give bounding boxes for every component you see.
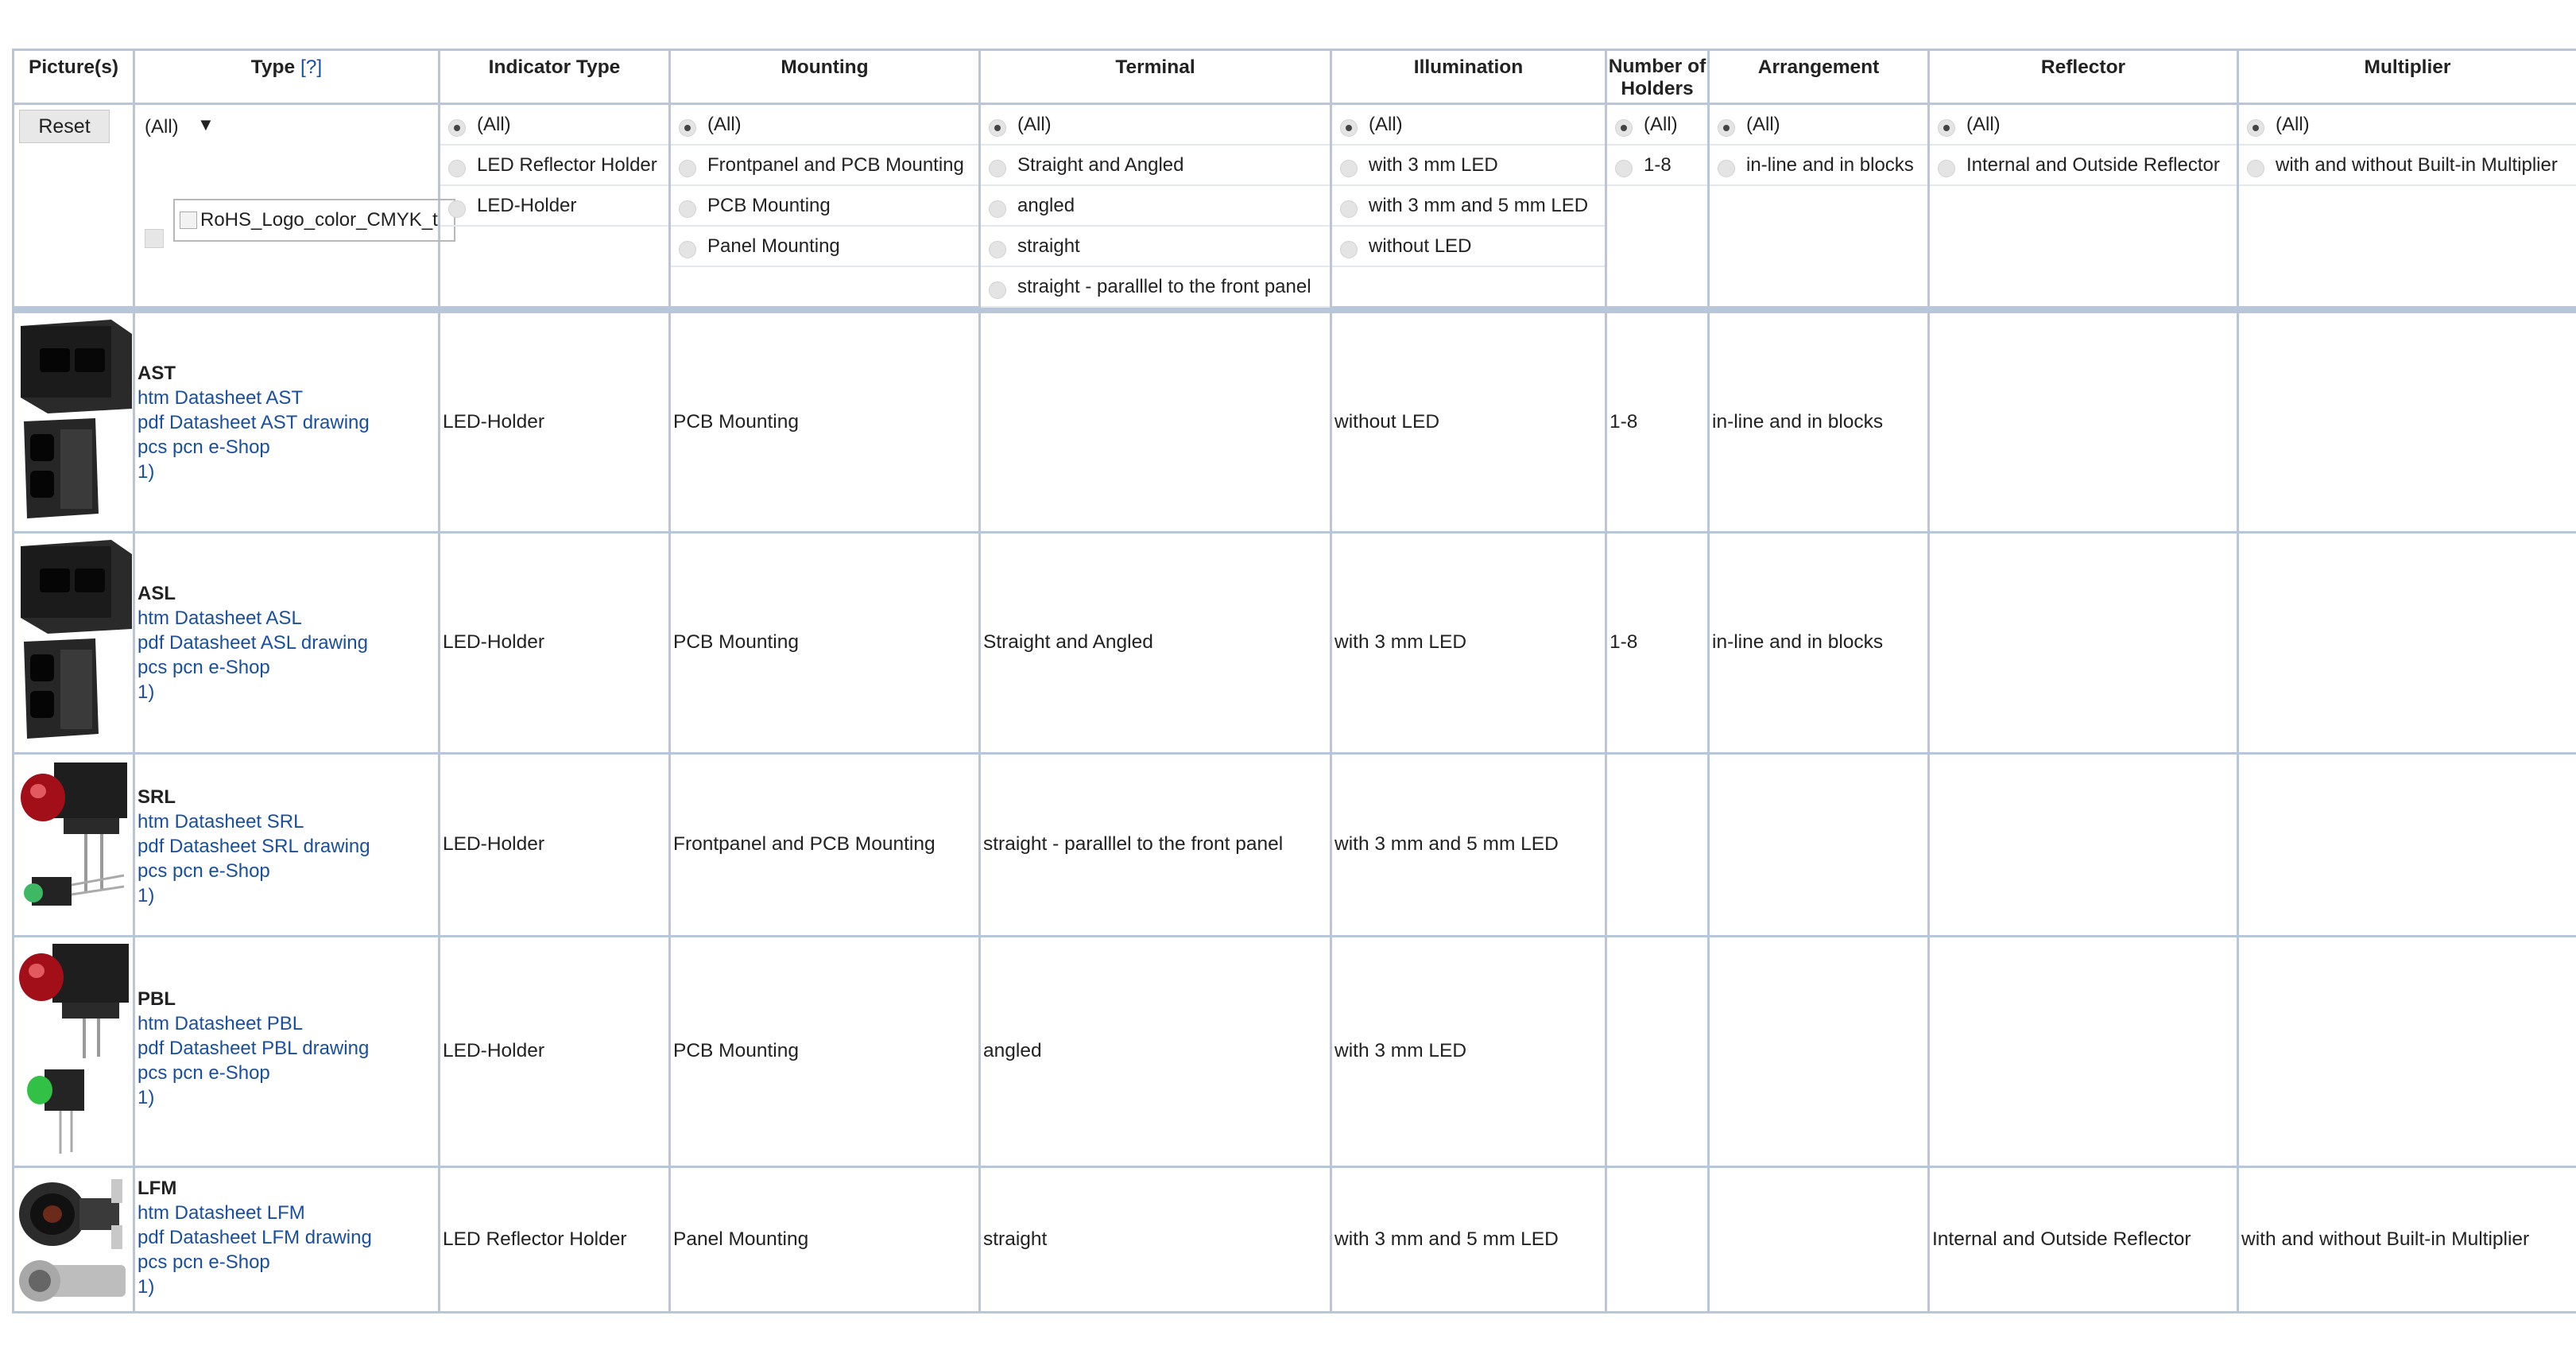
radio-button[interactable] (1938, 160, 1955, 177)
product-type-cell (135, 937, 440, 1168)
filter-option[interactable] (981, 105, 1330, 146)
cell-holders (1607, 313, 1710, 534)
product-name: SRL (138, 786, 176, 808)
radio-selected[interactable] (2247, 119, 2264, 137)
header-label: Indicator Type (488, 56, 621, 78)
radio-button[interactable] (679, 160, 696, 177)
radio-selected[interactable] (448, 119, 466, 137)
filter-option[interactable] (1710, 105, 1927, 146)
filter-option[interactable] (1332, 146, 1605, 186)
cell-holders (1607, 534, 1710, 755)
filter-option-label: angled (1017, 194, 1075, 216)
cell-reflector (1930, 1168, 2239, 1313)
holders-header-line1: Number of (1608, 56, 1706, 77)
product-picture-cell (14, 937, 135, 1168)
cell-value: Frontpanel and PCB Mounting (673, 833, 935, 855)
filter-illumination-cell (1332, 105, 1607, 308)
type-help-link[interactable]: [?] (300, 56, 323, 78)
eshop-link[interactable]: pcs pcn e-Shop (138, 860, 270, 882)
radio-button[interactable] (989, 241, 1006, 258)
cell-terminal (981, 313, 1332, 534)
broken-image-icon (180, 211, 197, 229)
filter-option-label: (All) (1017, 113, 1052, 135)
product-type-cell (135, 534, 440, 755)
header-indicator-type (440, 51, 671, 105)
filter-option-label: (All) (2276, 113, 2310, 135)
radio-button[interactable] (1340, 200, 1358, 218)
radio-button[interactable] (1718, 160, 1735, 177)
filter-option-label: (All) (1966, 113, 2001, 135)
cell-indicator-type (440, 755, 671, 937)
filter-option-label: Internal and Outside Reflector (1966, 153, 2220, 176)
filter-option-label: with 3 mm LED (1369, 153, 1498, 176)
filter-option[interactable] (1332, 105, 1605, 146)
filter-option-label: Straight and Angled (1017, 153, 1184, 176)
filter-option-label: (All) (1644, 113, 1678, 135)
filter-option[interactable] (1930, 105, 2237, 146)
header-mounting (671, 51, 981, 105)
cell-value: Straight and Angled (983, 631, 1153, 653)
pdf-datasheet-link[interactable]: pdf Datasheet LFM drawing (138, 1227, 372, 1248)
cell-multiplier (2239, 937, 2576, 1168)
filter-option[interactable] (671, 105, 978, 146)
filter-option-label: (All) (1369, 113, 1403, 135)
filter-option[interactable] (671, 146, 978, 186)
filter-option-label: (All) (1746, 113, 1780, 135)
filter-option[interactable] (2239, 146, 2576, 186)
product-picture-cell (14, 313, 135, 534)
cell-reflector (1930, 755, 2239, 937)
cell-value: LED-Holder (443, 1040, 544, 1061)
cell-value: in-line and in blocks (1712, 410, 1884, 433)
cell-holders (1607, 755, 1710, 937)
cell-arrangement (1710, 755, 1930, 937)
filter-option[interactable] (981, 186, 1330, 227)
cell-reflector (1930, 937, 2239, 1168)
cell-value: LED-Holder (443, 410, 544, 433)
reset-button[interactable]: Reset (19, 110, 110, 143)
type-info (138, 785, 370, 908)
product-name: LFM (138, 1178, 177, 1199)
header-label: Illumination (1413, 56, 1524, 78)
product-image-lfm[interactable] (16, 1170, 132, 1313)
cell-mounting (671, 937, 981, 1168)
filter-option-label: Panel Mounting (707, 235, 840, 257)
filter-option-label: (All) (707, 113, 742, 135)
filter-terminal-cell (981, 105, 1332, 308)
cell-terminal (981, 937, 1332, 1168)
filter-option[interactable] (1930, 146, 2237, 186)
filter-mounting-cell (671, 105, 981, 308)
radio-button[interactable] (448, 200, 466, 218)
cell-value: with 3 mm LED (1334, 631, 1467, 653)
radio-selected[interactable] (989, 119, 1006, 137)
cell-value: Internal and Outside Reflector (1932, 1228, 2191, 1250)
filter-option[interactable] (1607, 105, 1707, 146)
filter-option-label: LED-Holder (477, 194, 577, 216)
chevron-down-icon[interactable]: ▼ (197, 114, 215, 134)
eshop-link[interactable]: pcs pcn e-Shop (138, 1251, 270, 1273)
filter-option-label: 1-8 (1644, 153, 1671, 176)
htm-datasheet-link[interactable]: htm Datasheet LFM (138, 1202, 305, 1224)
type-info (138, 987, 369, 1110)
footnote-link[interactable]: 1) (138, 461, 155, 483)
cell-indicator-type (440, 1168, 671, 1313)
filter-option[interactable] (440, 186, 668, 227)
cell-arrangement (1710, 534, 1930, 755)
header-type (135, 51, 440, 105)
cell-arrangement (1710, 937, 1930, 1168)
filter-option[interactable] (1710, 146, 1927, 186)
cell-value: LED-Holder (443, 833, 544, 855)
filter-option-label: straight - paralllel to the front panel (1017, 275, 1311, 297)
cell-value: in-line and in blocks (1712, 631, 1884, 653)
cell-value: with 3 mm and 5 mm LED (1334, 833, 1559, 855)
cell-value: with 3 mm and 5 mm LED (1334, 1228, 1559, 1250)
filter-option[interactable] (981, 267, 1330, 308)
cell-value: PCB Mounting (673, 1040, 799, 1061)
filter-option-label: (All) (477, 113, 511, 135)
htm-datasheet-link[interactable]: htm Datasheet AST (138, 387, 304, 409)
radio-selected[interactable] (1340, 119, 1358, 137)
product-type-cell (135, 1168, 440, 1313)
cell-terminal (981, 1168, 1332, 1313)
header-reflector (1930, 51, 2239, 105)
rohs-logo-image (173, 199, 455, 242)
radio-button[interactable] (679, 241, 696, 258)
cell-holders (1607, 937, 1710, 1168)
type-select[interactable]: (All) (145, 116, 179, 138)
product-picture-cell (14, 1168, 135, 1313)
filter-option[interactable] (671, 186, 978, 227)
product-name: ASL (138, 583, 176, 604)
product-picture-cell (14, 755, 135, 937)
type-header-label: Type (250, 56, 296, 78)
cell-value: PCB Mounting (673, 631, 799, 653)
radio-selected[interactable] (679, 119, 696, 137)
filter-reflector-cell (1930, 105, 2239, 308)
cell-arrangement (1710, 313, 1930, 534)
filter-option-label: in-line and in blocks (1746, 153, 1914, 176)
radio-button[interactable] (448, 160, 466, 177)
radio-selected[interactable] (1718, 119, 1735, 137)
type-info (138, 1176, 372, 1299)
footnote-link[interactable]: 1) (138, 1087, 155, 1108)
cell-indicator-type (440, 937, 671, 1168)
filter-option[interactable] (981, 227, 1330, 267)
product-image-ast[interactable] (16, 315, 132, 530)
cell-value: without LED (1334, 410, 1440, 433)
filter-option-label: with and without Built-in Multiplier (2276, 153, 2558, 176)
radio-button[interactable] (2247, 160, 2264, 177)
filter-holders-cell (1607, 105, 1710, 308)
filter-option[interactable] (440, 146, 668, 186)
cell-value: straight (983, 1228, 1048, 1250)
header-label: Arrangement (1757, 56, 1880, 78)
cell-value: LED-Holder (443, 631, 544, 653)
radio-button[interactable] (989, 160, 1006, 177)
cell-holders (1607, 1168, 1710, 1313)
filter-option-label: LED Reflector Holder (477, 153, 657, 176)
cell-arrangement (1710, 1168, 1930, 1313)
cell-value: with 3 mm LED (1334, 1040, 1467, 1061)
cell-mounting (671, 313, 981, 534)
radio-button[interactable] (679, 200, 696, 218)
product-name: PBL (138, 988, 176, 1010)
filter-option[interactable] (981, 146, 1330, 186)
footnote-link[interactable]: 1) (138, 885, 155, 906)
cell-value: with and without Built-in Multiplier (2241, 1228, 2530, 1250)
cell-indicator-type (440, 534, 671, 755)
radio-button[interactable] (1615, 160, 1633, 177)
product-image-asl[interactable] (16, 535, 132, 750)
filter-option-label: with 3 mm and 5 mm LED (1369, 194, 1589, 216)
htm-datasheet-link[interactable]: htm Datasheet ASL (138, 607, 302, 629)
pdf-datasheet-link[interactable]: pdf Datasheet SRL drawing (138, 836, 370, 857)
cell-illumination (1332, 1168, 1607, 1313)
footnote-link[interactable]: 1) (138, 1276, 155, 1298)
radio-button[interactable] (1340, 241, 1358, 258)
filter-option[interactable] (1332, 227, 1605, 267)
cell-value: LED Reflector Holder (443, 1228, 627, 1250)
header-terminal (981, 51, 1332, 105)
filter-option[interactable] (2239, 105, 2576, 146)
cell-illumination (1332, 937, 1607, 1168)
cell-value: PCB Mounting (673, 410, 799, 433)
rohs-checkbox[interactable] (145, 229, 164, 248)
header-label: Reflector (2040, 56, 2126, 78)
cell-multiplier (2239, 534, 2576, 755)
filter-option-label: without LED (1369, 235, 1472, 257)
cell-mounting (671, 534, 981, 755)
radio-selected[interactable] (1938, 119, 1955, 137)
cell-value: 1-8 (1610, 410, 1638, 433)
type-info (138, 361, 370, 484)
cell-multiplier (2239, 755, 2576, 937)
header-label: Mounting (781, 56, 869, 78)
htm-datasheet-link[interactable]: htm Datasheet PBL (138, 1013, 304, 1034)
cell-terminal (981, 534, 1332, 755)
cell-multiplier (2239, 313, 2576, 534)
cell-multiplier (2239, 1168, 2576, 1313)
product-type-cell (135, 755, 440, 937)
filter-option-label: straight (1017, 235, 1080, 257)
type-info (138, 581, 368, 704)
cell-mounting (671, 1168, 981, 1313)
filter-option-label: Frontpanel and PCB Mounting (707, 153, 964, 176)
cell-reflector (1930, 534, 2239, 755)
rohs-image-alt: RoHS_Logo_color_CMYK_t (200, 209, 438, 231)
holders-header-line2: Holders (1621, 78, 1694, 99)
htm-datasheet-link[interactable]: htm Datasheet SRL (138, 811, 304, 832)
product-image-pbl[interactable] (16, 939, 132, 1162)
filter-option[interactable] (1607, 146, 1707, 186)
filter-type-cell (135, 105, 440, 308)
radio-button[interactable] (989, 200, 1006, 218)
eshop-link[interactable]: pcs pcn e-Shop (138, 1062, 270, 1084)
cell-indicator-type (440, 313, 671, 534)
header-pictures (14, 51, 135, 105)
footnote-link[interactable]: 1) (138, 681, 155, 703)
header-label: Terminal (1115, 56, 1195, 78)
cell-value: angled (983, 1040, 1042, 1061)
product-table (12, 49, 2576, 1313)
cell-illumination (1332, 313, 1607, 534)
radio-button[interactable] (989, 281, 1006, 299)
cell-value: Panel Mounting (673, 1228, 809, 1250)
cell-reflector (1930, 313, 2239, 534)
pdf-datasheet-link[interactable]: pdf Datasheet AST drawing (138, 412, 370, 433)
filter-arrangement-cell (1710, 105, 1930, 308)
product-image-srl[interactable] (16, 756, 132, 931)
filter-multiplier-cell (2239, 105, 2576, 308)
filter-option[interactable] (671, 227, 978, 267)
filter-indicator-type-cell (440, 105, 671, 308)
cell-terminal (981, 755, 1332, 937)
header-holders (1607, 51, 1710, 105)
cell-illumination (1332, 534, 1607, 755)
product-picture-cell (14, 534, 135, 755)
cell-illumination (1332, 755, 1607, 937)
header-label: Picture(s) (28, 56, 118, 78)
filter-option[interactable] (440, 105, 668, 146)
cell-value: straight - paralllel to the front panel (983, 833, 1284, 855)
eshop-link[interactable]: pcs pcn e-Shop (138, 657, 270, 678)
header-label: Multiplier (2364, 56, 2451, 78)
filter-reset-cell (14, 105, 135, 308)
filter-option[interactable] (1332, 186, 1605, 227)
radio-selected[interactable] (1615, 119, 1633, 137)
cell-mounting (671, 755, 981, 937)
filter-option-label: PCB Mounting (707, 194, 831, 216)
pdf-datasheet-link[interactable]: pdf Datasheet ASL drawing (138, 632, 368, 654)
header-arrangement (1710, 51, 1930, 105)
eshop-link[interactable]: pcs pcn e-Shop (138, 437, 270, 458)
cell-value: 1-8 (1610, 631, 1638, 653)
product-name: AST (138, 363, 176, 384)
header-illumination (1332, 51, 1607, 105)
header-multiplier (2239, 51, 2576, 105)
radio-button[interactable] (1340, 160, 1358, 177)
pdf-datasheet-link[interactable]: pdf Datasheet PBL drawing (138, 1038, 370, 1059)
product-type-cell (135, 313, 440, 534)
